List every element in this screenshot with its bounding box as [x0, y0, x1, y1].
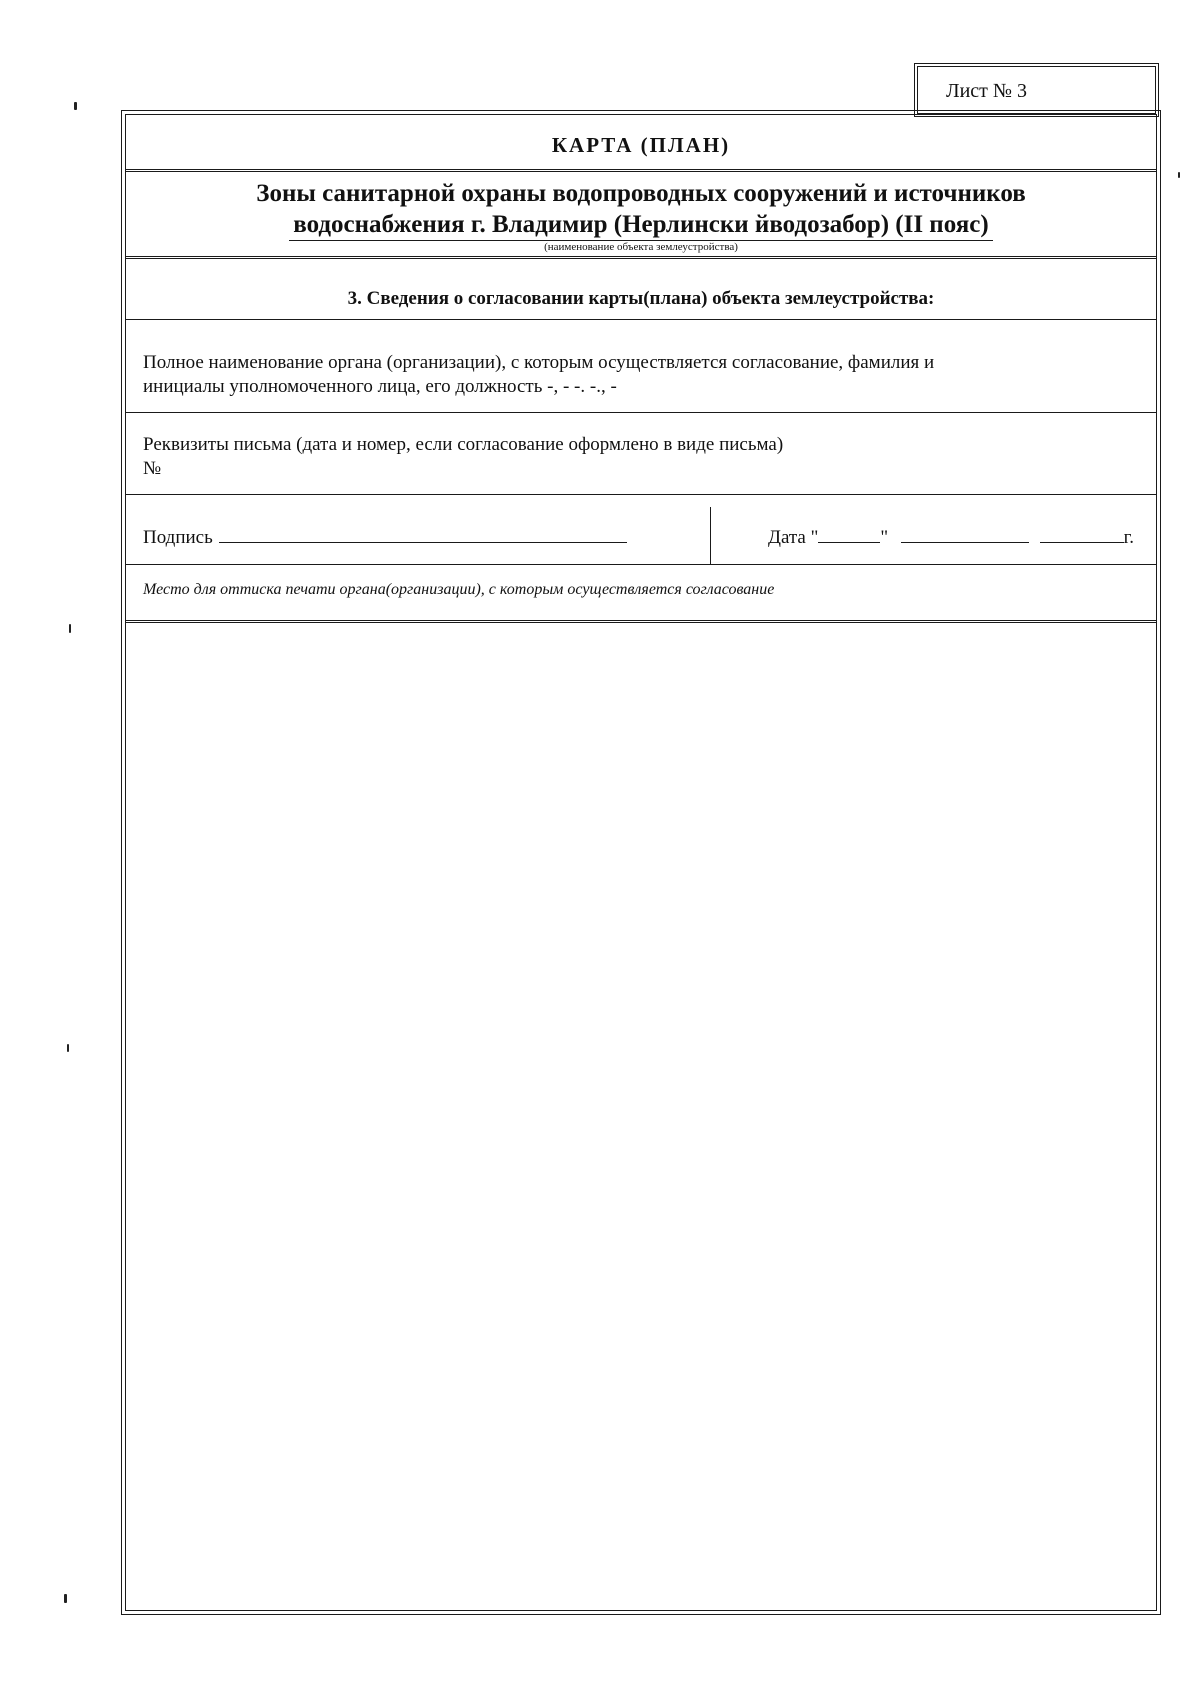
- letter-number-label: №: [143, 458, 162, 479]
- year-suffix: г.: [1123, 527, 1135, 548]
- scan-speck: [74, 102, 77, 110]
- date-month-line[interactable]: [901, 522, 1029, 543]
- date-quote: ": [880, 527, 889, 548]
- date-field: [768, 522, 1134, 549]
- object-name-line-2: водоснабжения г. Владимир (Нерлински йводозабор) (II пояс): [289, 209, 992, 241]
- signature-field: [143, 522, 627, 549]
- divider: [126, 620, 1156, 623]
- document-title: КАРТА (ПЛАН): [551, 133, 731, 157]
- map-area: [126, 627, 1156, 1610]
- signature-label: Подпись: [143, 527, 213, 548]
- column-divider: [710, 507, 711, 565]
- seal-placeholder-text: Место для оттиска печати органа(организации), с которым осуществляется согласование: [143, 581, 775, 598]
- organization-line-1: Полное наименование органа (организации), с которым осуществляется согласование, фамилия и: [143, 352, 935, 373]
- divider: [126, 319, 1156, 320]
- date-label: Дата ": [768, 527, 819, 548]
- scan-speck: [1178, 172, 1180, 178]
- letter-line-1: Реквизиты письма (дата и номер, если согласование оформлено в виде письма): [143, 434, 784, 455]
- scan-speck: [64, 1594, 67, 1603]
- divider: [126, 564, 1156, 565]
- sheet-number: Лист № 3: [946, 80, 1027, 102]
- divider: [126, 494, 1156, 495]
- scan-speck: [69, 624, 71, 633]
- document-frame: [125, 114, 1157, 1611]
- organization-line-2: инициалы уполномоченного лица, его должность -, - -. -., -: [143, 376, 617, 397]
- sheet-number-box: [917, 66, 1156, 114]
- letter-details-field: [143, 433, 1139, 481]
- date-day-line[interactable]: [818, 522, 880, 543]
- object-name-caption: (наименование объекта землеустройства): [544, 241, 738, 253]
- divider: [126, 412, 1156, 413]
- divider: [126, 169, 1156, 172]
- object-name: [126, 178, 1156, 241]
- organization-field: [143, 351, 1139, 399]
- signature-row: [126, 507, 1156, 563]
- object-name-line-1: Зоны санитарной охраны водопроводных сооружений и источников: [256, 180, 1026, 207]
- signature-line[interactable]: [219, 522, 627, 543]
- section-title: 3. Сведения о согласовании карты(плана) объекта землеустройства:: [347, 288, 935, 309]
- date-year-line[interactable]: [1040, 522, 1124, 543]
- divider: [126, 256, 1156, 259]
- scan-speck: [67, 1044, 69, 1052]
